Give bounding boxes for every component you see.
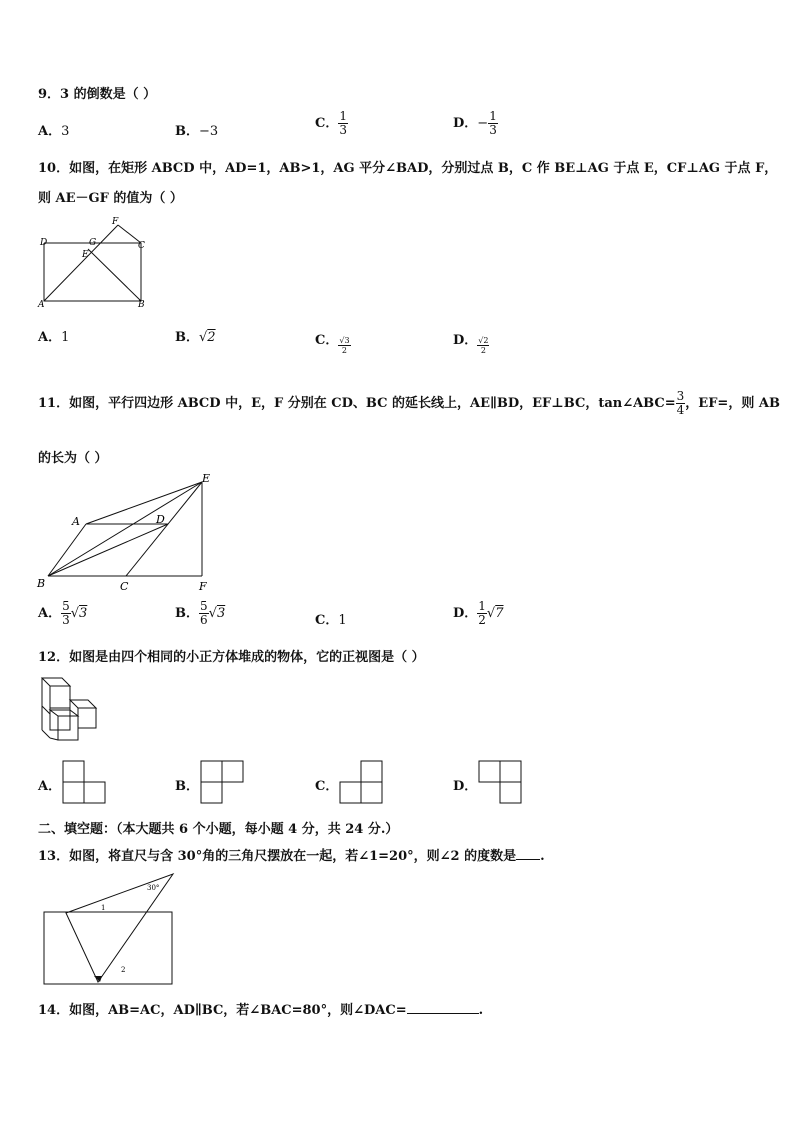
q10-option-c: C． $\frac{√3}{2}$ <box>315 333 350 355</box>
q13-angle-1-label: 1 <box>101 904 106 912</box>
q12-option-d-view <box>478 760 522 804</box>
q12-option-c-view <box>339 760 383 804</box>
q11-option-c: C．1 <box>315 613 347 628</box>
q10-label-b: B <box>138 300 145 310</box>
q12-option-b: B． <box>175 779 199 794</box>
q11-label-f: F <box>199 580 207 593</box>
q11-label-c: C <box>120 580 129 593</box>
q12-option-a: A． <box>38 779 62 794</box>
q12-option-d: D． <box>453 779 478 794</box>
q10-label-f: F <box>112 217 119 227</box>
q11-stem-line1: 11．如图，平行四边形 ABCD 中，E，F 分别在 CD、BC 的延长线上，AE∥BD，EF⊥BC，tan∠ABC= $\frac{3}{4}$ ，EF=，则 AB <box>38 389 780 417</box>
q11-label-a: A <box>72 515 80 528</box>
q9-option-d: D．− $\frac{1}{3}$ <box>453 109 497 137</box>
q9-stem: 9．3 的倒数是（ ） <box>38 87 157 102</box>
q13-stem: 13．如图，将直尺与含 30°角的三角尺摆放在一起，若∠1=20°，则∠2 的度数是 . <box>38 849 545 864</box>
q10-label-e: E <box>82 250 89 260</box>
section-2-heading: 二、填空题：（本大题共 6 个小题，每小题 4 分，共 24 分.） <box>38 822 399 837</box>
q10-rectangle-figure <box>36 215 156 310</box>
q11-option-b: B． $\frac{5}{6}$ √3 <box>175 599 226 627</box>
q11-option-d: D． $\frac{1}{2}$ √7 <box>453 599 504 627</box>
q10-stem-line1: 10．如图，在矩形 ABCD 中，AD=1，AB>1，AG 平分∠BAD，分别过点 B，C 作 BE⊥AG 于点 E，CF⊥AG 于点 F， <box>38 161 778 176</box>
q13-angle-30-label: 30° <box>147 884 160 892</box>
q10-option-b: B．√2 <box>175 330 216 345</box>
q11-parallelogram-figure <box>36 472 216 594</box>
q11-stem-line2: 的长为（ ） <box>38 451 108 466</box>
q12-option-c: C． <box>315 779 339 794</box>
q9-option-a: A．3 <box>38 124 70 139</box>
q11-option-a: A． $\frac{5}{3}$ √3 <box>38 599 88 627</box>
q12-cubes-figure <box>36 672 100 746</box>
q10-label-c: C <box>138 241 145 251</box>
q11-label-d: D <box>156 513 165 526</box>
q9-option-c: C． $\frac{1}{3}$ <box>315 109 347 137</box>
q12-option-a-view <box>62 760 106 804</box>
q10-stem-line2: 则 AE－GF 的值为（ ） <box>38 191 183 206</box>
q12-stem: 12．如图是由四个相同的小正方体堆成的物体，它的正视图是（ ） <box>38 650 425 665</box>
q10-label-d: D <box>40 238 48 248</box>
q10-option-a: A．1 <box>38 330 70 345</box>
q10-label-g: G <box>89 238 97 248</box>
q9-option-b: B．−3 <box>175 124 219 139</box>
q12-option-b-view <box>200 760 244 804</box>
q11-label-b: B <box>37 577 46 590</box>
q10-label-a: A <box>38 300 45 310</box>
q13-angle-2-label: 2 <box>121 966 126 974</box>
q10-option-d: D． $\frac{√2}{2}$ <box>453 333 489 355</box>
q14-stem: 14．如图，AB=AC，AD∥BC，若∠BAC=80°，则∠DAC= . <box>38 1003 484 1018</box>
q11-label-e: E <box>202 472 211 485</box>
q13-ruler-triangle-figure <box>40 870 180 988</box>
